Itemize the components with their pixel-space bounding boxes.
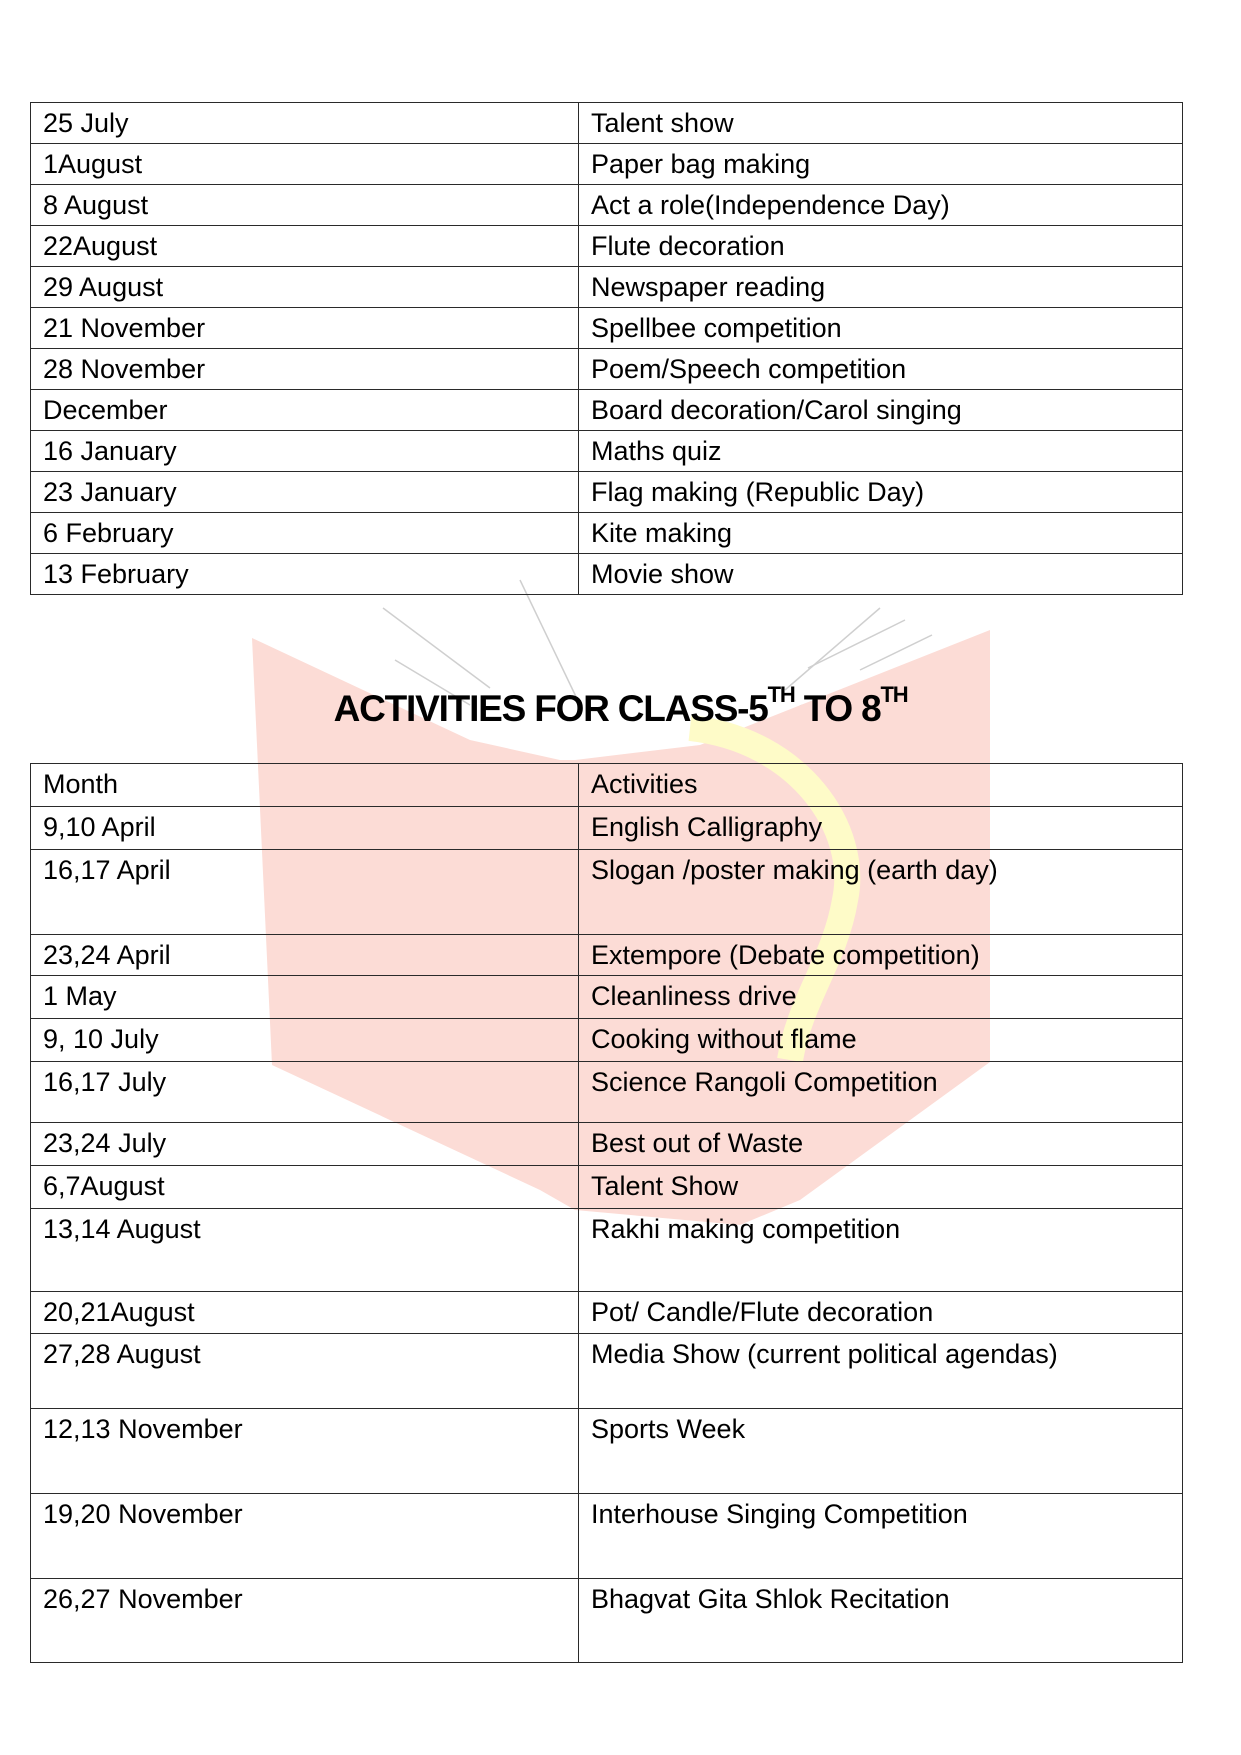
activity-cell: Talent show bbox=[579, 103, 1183, 144]
header-activities: Activities bbox=[579, 764, 1183, 807]
date-cell: 6,7August bbox=[31, 1166, 579, 1209]
activities-table-class-5-8 bbox=[30, 763, 1183, 1663]
date-cell: 21 November bbox=[31, 308, 579, 349]
activity-cell: Maths quiz bbox=[579, 431, 1183, 472]
table-row bbox=[31, 513, 1183, 554]
activity-cell: English Calligraphy bbox=[579, 807, 1183, 850]
activity-cell: Flute decoration bbox=[579, 226, 1183, 267]
heading-sup2: TH bbox=[880, 682, 908, 707]
activity-cell: Extempore (Debate competition) bbox=[579, 935, 1183, 976]
date-cell: 25 July bbox=[31, 103, 579, 144]
table-row bbox=[31, 554, 1183, 595]
table-row bbox=[31, 850, 1183, 935]
date-cell: 28 November bbox=[31, 349, 579, 390]
table-row bbox=[31, 1209, 1183, 1292]
table-row bbox=[31, 976, 1183, 1019]
table-row bbox=[31, 144, 1183, 185]
table-row bbox=[31, 1019, 1183, 1062]
date-cell: 1August bbox=[31, 144, 579, 185]
date-cell: 16,17 April bbox=[31, 850, 579, 935]
table-row bbox=[31, 226, 1183, 267]
table-row bbox=[31, 267, 1183, 308]
activity-cell: Board decoration/Carol singing bbox=[579, 390, 1183, 431]
heading-part2: TO 8 bbox=[794, 688, 881, 729]
table-row bbox=[31, 807, 1183, 850]
activity-cell: Slogan /poster making (earth day) bbox=[579, 850, 1183, 935]
table-row bbox=[31, 1062, 1183, 1123]
header-month: Month bbox=[31, 764, 579, 807]
date-cell: 9, 10 July bbox=[31, 1019, 579, 1062]
activity-cell: Sports Week bbox=[579, 1409, 1183, 1494]
activity-cell: Talent Show bbox=[579, 1166, 1183, 1209]
table-row bbox=[31, 935, 1183, 976]
activity-cell: Spellbee competition bbox=[579, 308, 1183, 349]
date-cell: 23 January bbox=[31, 472, 579, 513]
activities-table-continued bbox=[30, 102, 1183, 595]
date-cell: 13 February bbox=[31, 554, 579, 595]
table-row bbox=[31, 1292, 1183, 1334]
date-cell: 20,21August bbox=[31, 1292, 579, 1334]
table-row bbox=[31, 1579, 1183, 1663]
date-cell: 26,27 November bbox=[31, 1579, 579, 1663]
table-header-row bbox=[31, 764, 1183, 807]
table-row bbox=[31, 103, 1183, 144]
date-cell: 6 February bbox=[31, 513, 579, 554]
date-cell: 16,17 July bbox=[31, 1062, 579, 1123]
activity-cell: Kite making bbox=[579, 513, 1183, 554]
activity-cell: Cooking without flame bbox=[579, 1019, 1183, 1062]
activity-cell: Pot/ Candle/Flute decoration bbox=[579, 1292, 1183, 1334]
heading-sup1: TH bbox=[767, 682, 795, 707]
table-row bbox=[31, 431, 1183, 472]
date-cell: 22August bbox=[31, 226, 579, 267]
heading-part1: ACTIVITIES FOR CLASS-5 bbox=[333, 688, 768, 729]
table-row bbox=[31, 1409, 1183, 1494]
table-row bbox=[31, 308, 1183, 349]
activity-cell: Best out of Waste bbox=[579, 1123, 1183, 1166]
date-cell: 19,20 November bbox=[31, 1494, 579, 1579]
table-row bbox=[31, 472, 1183, 513]
date-cell: 13,14 August bbox=[31, 1209, 579, 1292]
activity-cell: Bhagvat Gita Shlok Recitation bbox=[579, 1579, 1183, 1663]
table-row bbox=[31, 1334, 1183, 1409]
date-cell: December bbox=[31, 390, 579, 431]
activity-cell: Interhouse Singing Competition bbox=[579, 1494, 1183, 1579]
activity-cell: Science Rangoli Competition bbox=[579, 1062, 1183, 1123]
activity-cell: Newspaper reading bbox=[579, 267, 1183, 308]
activity-cell: Cleanliness drive bbox=[579, 976, 1183, 1019]
date-cell: 29 August bbox=[31, 267, 579, 308]
activity-cell: Rakhi making competition bbox=[579, 1209, 1183, 1292]
table-row bbox=[31, 349, 1183, 390]
activity-cell: Act a role(Independence Day) bbox=[579, 185, 1183, 226]
date-cell: 23,24 April bbox=[31, 935, 579, 976]
activity-cell: Flag making (Republic Day) bbox=[579, 472, 1183, 513]
date-cell: 23,24 July bbox=[31, 1123, 579, 1166]
date-cell: 12,13 November bbox=[31, 1409, 579, 1494]
section-heading bbox=[0, 682, 1241, 730]
table-row bbox=[31, 185, 1183, 226]
date-cell: 8 August bbox=[31, 185, 579, 226]
activity-cell: Paper bag making bbox=[579, 144, 1183, 185]
date-cell: 1 May bbox=[31, 976, 579, 1019]
date-cell: 9,10 April bbox=[31, 807, 579, 850]
date-cell: 27,28 August bbox=[31, 1334, 579, 1409]
date-cell: 16 January bbox=[31, 431, 579, 472]
table-row bbox=[31, 1166, 1183, 1209]
table-row bbox=[31, 1494, 1183, 1579]
activity-cell: Media Show (current political agendas) bbox=[579, 1334, 1183, 1409]
activity-cell: Movie show bbox=[579, 554, 1183, 595]
table-row bbox=[31, 1123, 1183, 1166]
table-row bbox=[31, 390, 1183, 431]
activity-cell: Poem/Speech competition bbox=[579, 349, 1183, 390]
